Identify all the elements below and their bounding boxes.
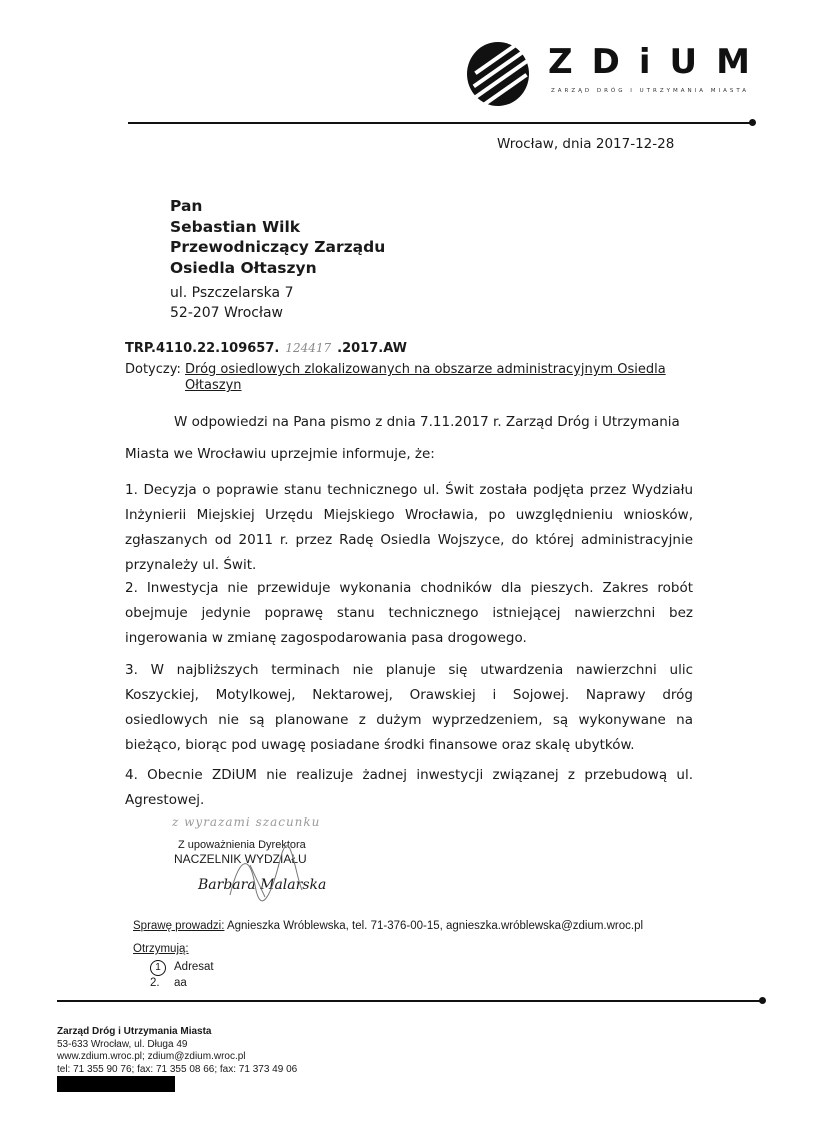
recipient-role: Przewodniczący Zarządu [170, 238, 386, 256]
handled-by [133, 920, 643, 932]
point-3: 3. W najbliższych terminach nie planuje się utwardzenia nawierzchni ulic Koszyckiej, Motylkowej, Nektarowej, Orawskiej i Sojowej. Naprawy dróg osiedlowych nie są planowane z dużym wyprzedzeniem, są wykonywane na bieżąco, biorąc pod uwagę posiadane środki finansowe oraz skalę ubytków. [125, 662, 693, 753]
recipient-name: Sebastian Wilk [170, 217, 301, 236]
letter-date: Wrocław, dnia 2017-12-28 [497, 136, 675, 152]
intro-line-1: W odpowiedzi na Pana pismo z dnia 7.11.2017 r. Zarząd Dróg i Utrzymania [174, 414, 680, 430]
point-2: 2. Inwestycja nie przewiduje wykonania chodników dla pieszych. Zakres robót obejmuje jedynie poprawę stanu technicznego istniejącej nawierzchni bez ingerowania w zmianę zagospodarowania pasa drogowego. [125, 580, 693, 646]
recipient-street: ul. Pszczelarska 7 [170, 285, 294, 301]
signature-position: NACZELNIK WYDZIAŁU [174, 852, 307, 866]
signature-name: Barbara Malarska [198, 877, 327, 893]
footer-address: 53-633 Wrocław, ul. Długa 49 [57, 1038, 188, 1050]
recipient-item-number: 1 [150, 960, 166, 976]
recipient-item-number: 2. [150, 977, 160, 989]
point-1: 1. Decyzja o poprawie stanu technicznego ul. Świt została podjęta przez Wydziału Inżynierii Miejskiej Urzędu Miejskiego Wrocławia, po uwzględnieniu wniosków, zgłaszanych od 2011 r. przez Radę Osiedla Wojszyce, do której administracyjnie przynależy ul. Świt. [125, 482, 693, 573]
redaction-bar [57, 1076, 175, 1092]
recipient-item-name: aa [174, 977, 187, 989]
signature-authority: Z upoważnienia Dyrektora [178, 839, 306, 851]
recipient-item [150, 976, 214, 991]
header-divider-dot [749, 119, 756, 126]
footer-divider-dot [759, 997, 766, 1004]
recipient-item-name: Adresat [174, 961, 214, 973]
footer-phones: tel: 71 355 90 76; fax: 71 355 08 66; fax: 71 373 49 06 [57, 1063, 298, 1075]
footer-web: www.zdium.wroc.pl; zdium@zdium.wroc.pl [57, 1051, 246, 1062]
recipients-label: Otrzymują: [133, 943, 189, 955]
logo-subtitle: ZARZĄD DRÓG I UTRZYMANIA MIASTA [551, 88, 750, 94]
reference-suffix: .2017.AW [337, 341, 408, 356]
point-4: 4. Obecnie ZDiUM nie realizuje żadnej inwestycji związanej z przebudową ul. Agrestowej. [125, 767, 693, 808]
recipient-city: 52-207 Wrocław [170, 304, 283, 321]
recipient-block [170, 196, 385, 278]
subject-line [125, 362, 695, 394]
recipient-item [150, 960, 214, 976]
subject-label: Dotyczy: [125, 362, 181, 377]
reference-prefix: TRP.4110.22.109657. [125, 341, 280, 356]
recipient-org: Osiedla Ołtaszyn [170, 258, 317, 277]
reference-number [125, 341, 407, 356]
recipient-title: Pan [170, 197, 203, 215]
handwritten-greeting: z wyrazami szacunku [172, 815, 321, 829]
handled-by-label: Sprawę prowadzi: [133, 920, 225, 932]
subject-text: Dróg osiedlowych zlokalizowanych na obszarze administracyjnym Osiedla Ołtaszyn [185, 362, 666, 393]
footer-block [57, 1026, 297, 1076]
footer-divider [57, 1000, 763, 1002]
intro-line-2: Miasta we Wrocławiu uprzejmie informuje, że: [125, 446, 435, 462]
footer-org: Zarząd Dróg i Utrzymania Miasta [57, 1026, 212, 1037]
logo-wordmark: ZDiUM [548, 42, 769, 82]
header-divider [128, 122, 752, 124]
recipients-list [150, 960, 214, 991]
recipient-address [170, 284, 293, 323]
reference-handwritten: 124417 [285, 341, 332, 355]
handwritten-signature [220, 845, 310, 905]
handled-by-value: Agnieszka Wróblewska, tel. 71-376-00-15, agnieszka.wróblewska@zdium.wroc.pl [226, 920, 644, 932]
